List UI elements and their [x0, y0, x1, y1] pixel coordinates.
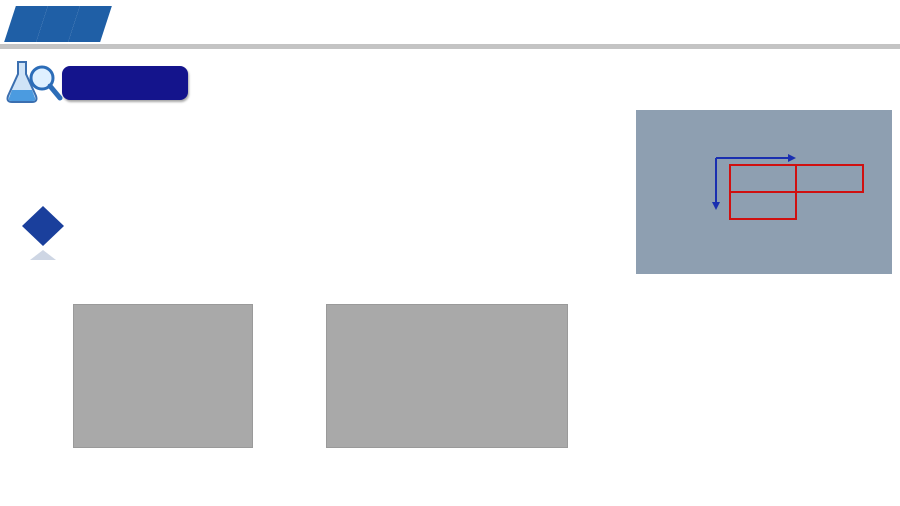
parallelogram-lattice — [606, 302, 858, 446]
brick-wall-image — [636, 110, 892, 274]
header-bar — [0, 0, 900, 46]
question-diamond-icon — [20, 204, 66, 262]
rectangular-lattice — [326, 304, 568, 448]
header-divider — [0, 44, 900, 49]
flask-magnifier-icon — [6, 56, 64, 108]
square-lattice — [73, 304, 253, 448]
activity-badge — [62, 66, 188, 100]
